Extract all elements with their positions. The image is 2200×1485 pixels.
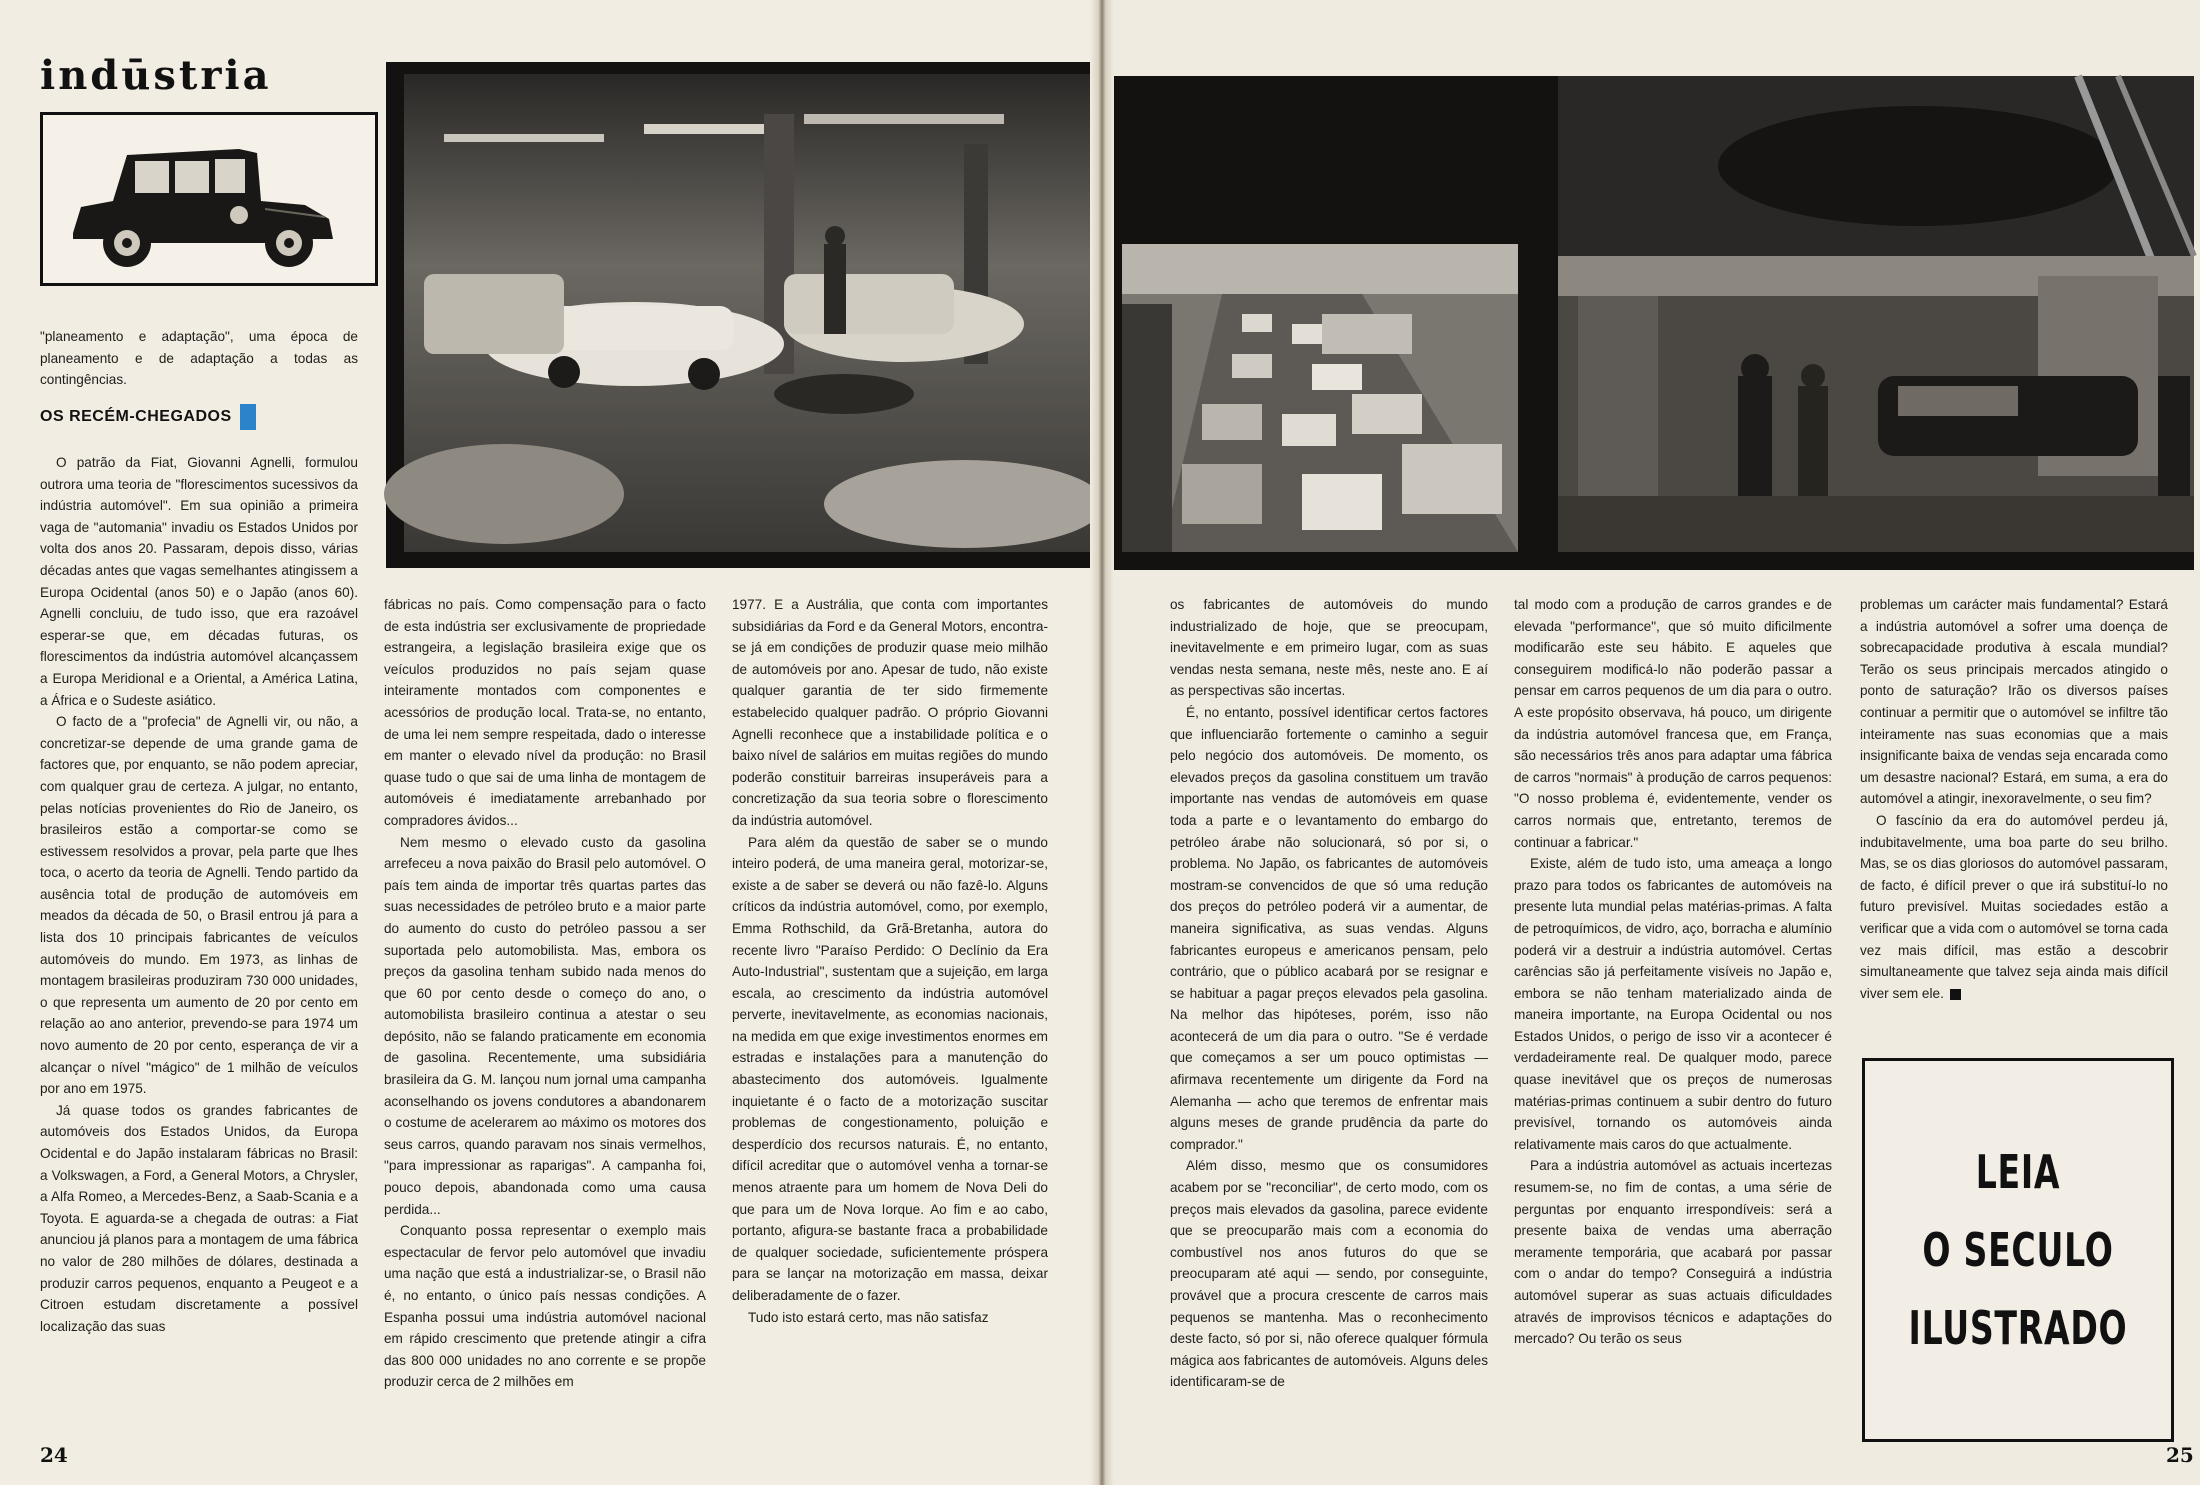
paragraph: tal modo com a produção de carros grandes e de elevada "performance", que só muito dificilmente modificarão este seu hábito. E aqueles que conseguirem modificá-lo não poderão passar a pensar em carros pequenos de um dia para o outro. A este propósito observava, há pouco, um dirigente da indústria automóvel francesa que, em França, são necessários três anos para adaptar uma fábrica de carros "normais" à produção de carros pequenos: "O nosso problema é, evidentemente, vender os carros normais que, entretanto, teremos de continuar a fabricar." — [1514, 597, 1832, 850]
accent-marker — [240, 404, 256, 430]
paragraph: O patrão da Fiat, Giovanni Agnelli, formulou outrora uma teoria de "florescimentos sucessivos da indústria automóvel". Em sua opinião a primeira vaga de "automania" invadiu os Estados Unidos por volta dos anos 20. Passaram, depois disso, várias décadas antes que vagas semelhantes atingissem a Europa Ocidental (anos 50) e o Japão (anos 60). Agnelli concluiu, de tudo isso, que era razoável esperar-se que, em décadas futuras, os florescimentos da indústria automóvel alcançassem a Europa Meridional e a Oriental, a América Latina, a África e o Sudeste asiático. — [40, 455, 358, 708]
advert-line-1: LEIA — [1975, 1145, 2061, 1199]
right-page — [1102, 0, 2200, 1485]
paragraph: "planeamento e adaptação", uma época de planeamento e de adaptação a todas as contingências. — [40, 329, 358, 388]
left-page — [0, 0, 1098, 1485]
paragraph — [1860, 810, 2168, 1004]
advert-line-2: O SECULO — [1922, 1223, 2114, 1277]
section-title: indūstria — [40, 52, 272, 99]
advert-line-3: ILUSTRADO — [1908, 1301, 2128, 1355]
paragraph-text: O fascínio da era do automóvel perdeu já, indubitavelmente, uma boa parte do seu brilho. Mas, se os dias gloriosos do automóvel passaram, de facto, é difícil prever o que irá substituí-lo no futuro previsível. Muitas sociedades estão a verificar que a vida com o automóvel se torna cada vez mais difícil, mas estão a descobrir simultaneamente que talvez seja ainda mais difícil viver sem ele. — [1860, 812, 2168, 1001]
column-2 — [384, 594, 706, 1424]
paragraph: Tudo isto estará certo, mas não satisfaz — [748, 1309, 989, 1325]
paragraph: fábricas no país. Como compensação para o facto de esta indústria ser exclusivamente de propriedade estrangeira, a legislação brasileira exige que os veículos produzidos no país sejam quase inteiramente montados com componentes e acessórios de produção local. Trata-se, no entanto, de uma lei nem sempre respeitada, dado o interesse em manter o elevado nível da produção: no Brasil quase tudo o que sai de uma linha de montagem de automóveis é imediatamente arrebanhado por compradores ávidos... — [384, 597, 706, 828]
column-4 — [1170, 594, 1488, 1424]
assembly-line-photo — [1558, 76, 2194, 552]
car-showroom-photo — [404, 74, 1090, 552]
column-6 — [1860, 594, 2168, 1044]
vintage-car-icon — [43, 115, 375, 283]
column-1-lead — [40, 326, 358, 388]
traffic-jam-photo — [1122, 244, 1518, 552]
advert-box — [1862, 1058, 2174, 1442]
column-5 — [1514, 594, 1832, 1424]
paragraph: Já quase todos os grandes fabricantes de automóveis dos Estados Unidos, da Europa Ocidental e do Japão instalaram fábricas no Brasil: a Volkswagen, a Ford, a General Motors, a Chrysler, a Alfa Romeo, a Mercedes-Benz, a Saab-Scania e a Toyota. E aguarda-se a chegada de outras: a Fiat anunciou já planos para a montagem de uma fábrica no valor de 280 milhões de dólares, destinada a produzir carros pequenos, enquanto a Peugeot e a Citroen estudam discretamente a possível localização das suas — [40, 1102, 358, 1334]
vintage-car-illustration — [40, 112, 378, 286]
end-of-article-mark — [1950, 989, 1961, 1000]
paragraph: os fabricantes de automóveis do mundo industrializado de hoje, que se preocupam, inevitavelmente e em primeiro lugar, com as suas vendas nesta semana, neste mês, neste ano. E aí as perspectivas são incertas. — [1170, 597, 1488, 699]
paragraph: Além disso, mesmo que os consumidores acabem por se "reconciliar", de certo modo, com os preços mais elevados da gasolina, parece evidente que se preocuparão mais com a economia do combustível nos anos futuros do que se preocuparam até aqui — sendo, por conseguinte, provável que a procura crescente de carros mais pequenos se mantenha. Mas o reconhecimento deste facto, só por si, não oferece qualquer fórmula mágica aos fabricantes de automóveis. Alguns deles identificaram-se de — [1170, 1158, 1488, 1390]
paragraph: Conquanto possa representar o exemplo mais espectacular de fervor pelo automóvel que invadiu uma nação que está a industrializar-se, o Brasil não é, no entanto, o único país nessas condições. A Espanha possui uma indústria automóvel nacional em rápido crescimento que pretende atingir a cifra das 800 000 unidades no ano corrente e se propõe produzir cerca de 2 milhões em — [384, 1223, 706, 1390]
paragraph: Existe, além de tudo isto, uma ameaça a longo prazo para todos os fabricantes de automóveis na presente luta mundial pelas matérias-primas. A falta de petroquímicos, de vidro, aço, borracha e alumínio poderá vir a destruir a indústria automóvel. Certas carências são já perfeitamente visíveis no Japão e, embora se não tenham materializado ainda de maneira importante, na Europa Ocidental ou nos Estados Unidos, o perigo de isso vir a acontecer é verdadeiramente real. De qualquer modo, parece quase inevitável que os preços de numerosas matérias-primas continuem a subir dentro do futuro previsível, tornando os automóveis ainda relativamente mais caros do que actualmente. — [1514, 856, 1832, 1152]
paragraph: problemas um carácter mais fundamental? Estará a indústria automóvel a sofrer uma doença de sobrecapacidade produtiva à escala mundial? Terão os seus principais mercados atingido o ponto de saturação? Irão os diversos países continuar a permitir que o automóvel se infiltre tão inteiramente nas suas economias que a mais insignificante baixa de vendas seja encarada como um desastre nacional? Estará, em suma, a era do automóvel a atingir, inexoravelmente, o seu fim? — [1860, 597, 2168, 807]
advert-text — [1909, 1133, 2128, 1367]
page-number-left: 24 — [40, 1443, 68, 1467]
column-1 — [40, 452, 358, 1422]
paragraph: O facto de a "profecia" de Agnelli vir, ou não, a concretizar-se depende de uma grande gama de factores que, por enquanto, se não podem apreciar, com qualquer grau de certeza. A julgar, no entanto, pelas notícias provenientes do Rio de Janeiro, os brasileiros estão a comportar-se como se estivessem resolvidos a provar, pela parte que lhes toca, o acerto da teoria de Agnelli. Tendo partido da ausência total de produção de automóveis em meados da década de 50, o Brasil entrou já para a lista dos 10 principais fabricantes de veículos automóveis do mundo. Em 1973, as linhas de montagem brasileiras produziram 730 000 unidades, o que representa um aumento de 20 por cento em relação ao ano anterior, prevendo-se para 1974 um novo aumento de 20 por cento, esperança de vir a alcançar o nível "mágico" de 1 milhão de veículos por ano em 1975. — [40, 714, 358, 1097]
paragraph: Para além da questão de saber se o mundo inteiro poderá, de uma maneira geral, motorizar-se, existe a de saber se deverá ou não fazê-lo. Alguns críticos da indústria automóvel, como, por exemplo, Emma Rothschild, da Grã-Bretanha, autora do recente livro "Paraíso Perdido: O Declínio da Era Auto-Industrial", sustentam que a sujeição, em larga escala, ao crescimento da indústria automóvel perverte, inevitavelmente, as economias nacionais, na medida em que exige investimentos enormes em estradas e instalações para a manutenção do abastecimento dos automóveis. Igualmente inquietante é o facto de a motorização suscitar problemas de congestionamento, poluição e desperdício dos recursos naturais. É, no entanto, difícil acreditar que o automóvel venha a tornar-se menos atraente para um homem de Nova Deli do que para um de Nova Iorque. Ao fim e ao cabo, portanto, afigura-se bastante fraca a probabilidade de qualquer sociedade, suficientemente próspera para se lançar na motorização em massa, deixar deliberadamente de o fazer. — [732, 834, 1048, 1303]
spine-gutter — [1090, 0, 1114, 1485]
paragraph: Nem mesmo o elevado custo da gasolina arrefeceu a nova paixão do Brasil pelo automóvel. O país tem ainda de importar três quartas partes das suas necessidades de petróleo bruto e a maior parte do aumento do custo do petróleo passou a ser suportada pelo automobilista. Mas, embora os preços da gasolina tenham subido nada menos do que 60 por cento desde o começo do ano, o automobilista brasileiro continua a atestar o seu depósito, não se falando praticamente em economia de gasolina. Recentemente, uma subsidiária brasileira da G. M. lançou num jornal uma campanha aconselhando os jovens condutores a abandonarem o costume de acelerarem ao máximo os motores dos seus carros, quando paravam nos sinais vermelhos, "para impressionar as raparigas". A campanha foi, pouco depois, abandonada como uma causa perdida... — [384, 834, 706, 1217]
subheading — [40, 404, 256, 430]
subheading-text: OS RECÉM-CHEGADOS — [40, 408, 232, 425]
page-number-right: 25 — [2166, 1443, 2194, 1467]
paragraph: É, no entanto, possível identificar certos factores que influenciarão fortemente o caminho a seguir pelo negócio dos automóveis. De momento, os elevados preços da gasolina constituem um travão importante nas vendas de automóveis em quase toda a parte e o levantamento do embargo do petróleo árabe não solucionará, só por si, o problema. No Japão, os fabricantes de automóveis mostram-se convencidos de que só uma redução dos preços do petróleo poderá vir a aumentar, de maneira significativa, as suas vendas. Alguns fabricantes europeus e americanos pensam, pelo contrário, que o público acabará por se resignar e se habituar a pagar preços elevados pela gasolina. Na melhor das hipóteses, porém, isso não acontecerá de um dia para o outro. "Se é verdade que começamos a ser um pouco optimistas — afirmava recentemente um dirigente da Ford na Alemanha — acho que teremos de enfrentar mais alguns meses de grande prudência da parte do comprador." — [1170, 704, 1488, 1152]
paragraph: Para a indústria automóvel as actuais incertezas resumem-se, no fim de contas, a uma série de perguntas por enquanto irrespondíveis: será a presente baixa de vendas uma aberração meramente temporária, que acabará por passar com o andar do tempo? Conseguirá a indústria automóvel superar as suas actuais dificuldades através de improvisos técnicos e adaptações do mercado? Ou terão os seus — [1514, 1158, 1832, 1347]
paragraph: 1977. E a Austrália, que conta com importantes subsidiárias da Ford e da General Motors, encontra-se já em condições de produzir quase meio milhão de automóveis por ano. Apesar de tudo, não existe qualquer garantia de ter sido firmemente estabelecido qualquer padrão. O próprio Giovanni Agnelli reconhece que a instabilidade política e o baixo nível de salários em muitas regiões do mundo poderão constituir barreiras insuperáveis para a concretização da sua teoria sobre o florescimento da indústria automóvel. — [732, 597, 1048, 828]
column-3 — [732, 594, 1048, 1424]
